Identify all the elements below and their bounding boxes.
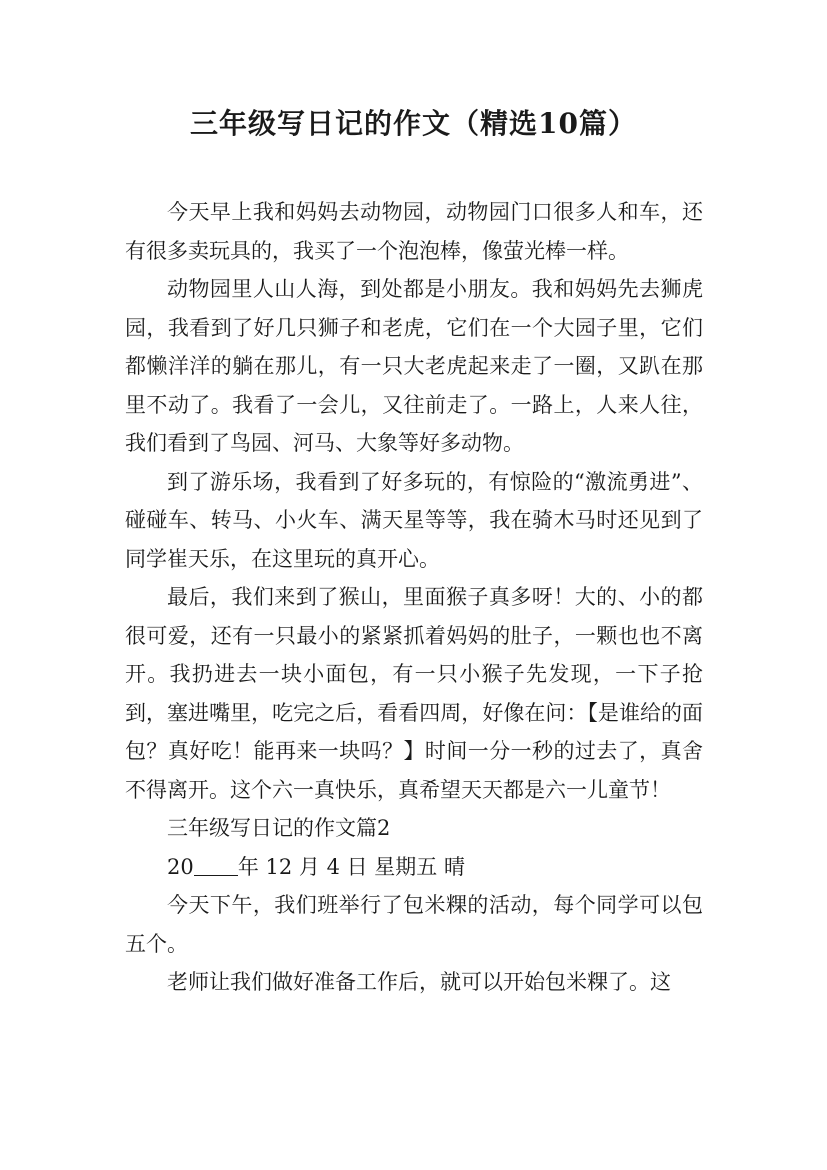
document-title: 三年级写日记的作文（精选10篇） bbox=[190, 107, 637, 140]
paragraph-amusement-park: 到了游乐场，我看到了好多玩的，有惊险的“激流勇进”、碰碰车、转马、小火车、满天星等等，我在骑木马时还见到了同学崔天乐，在这里玩的真开心。 bbox=[125, 469, 703, 571]
date-line bbox=[125, 848, 703, 887]
paragraph-monkey-hill: 最后，我们来到了猴山，里面猴子真多呀！大的、小的都很可爱，还有一只最小的紧紧抓着妈妈的肚子，一颗也也不离开。我扔进去一块小面包，有一只小猴子先发现，一下子抢到，塞进嘴里，吃完之后，看看四周，好像在问：【是谁给的面包？真好吃！能再来一块吗？】时间一分一秒的过去了，真舍不得离开。这个六一真快乐，真希望天天都是六一儿童节！ bbox=[125, 585, 703, 802]
document-body bbox=[125, 193, 703, 1002]
paragraph-lion-tiger-park: 动物园里人山人海，到处都是小朋友。我和妈妈先去狮虎园，我看到了好几只狮子和老虎，它们在一个大园子里，它们都懒洋洋的躺在那儿，有一只大老虎起来走了一圈，又趴在那里不动了。我看了一会儿，又往前走了。一路上，人来人往，我们看到了鸟园、河马、大象等好多动物。 bbox=[125, 277, 703, 455]
paragraph-teacher-preparation: 老师让我们做好准备工作后，就可以开始包米粿了。这 bbox=[167, 970, 671, 994]
paragraph-zoo-morning: 今天早上我和妈妈去动物园，动物园门口很多人和车，还有很多卖玩具的，我买了一个泡泡棒，像萤光棒一样。 bbox=[125, 200, 703, 263]
date-rest: 年 12 月 4 日 星期五 晴 bbox=[237, 854, 465, 879]
paragraph-rice-cake-activity: 今天下午，我们班举行了包米粿的活动，每个同学可以包五个。 bbox=[125, 893, 703, 956]
section-heading-part-2: 三年级写日记的作文篇2 bbox=[167, 816, 391, 840]
date-year-prefix: 20 bbox=[167, 854, 194, 879]
date-blank-underline bbox=[194, 854, 238, 876]
